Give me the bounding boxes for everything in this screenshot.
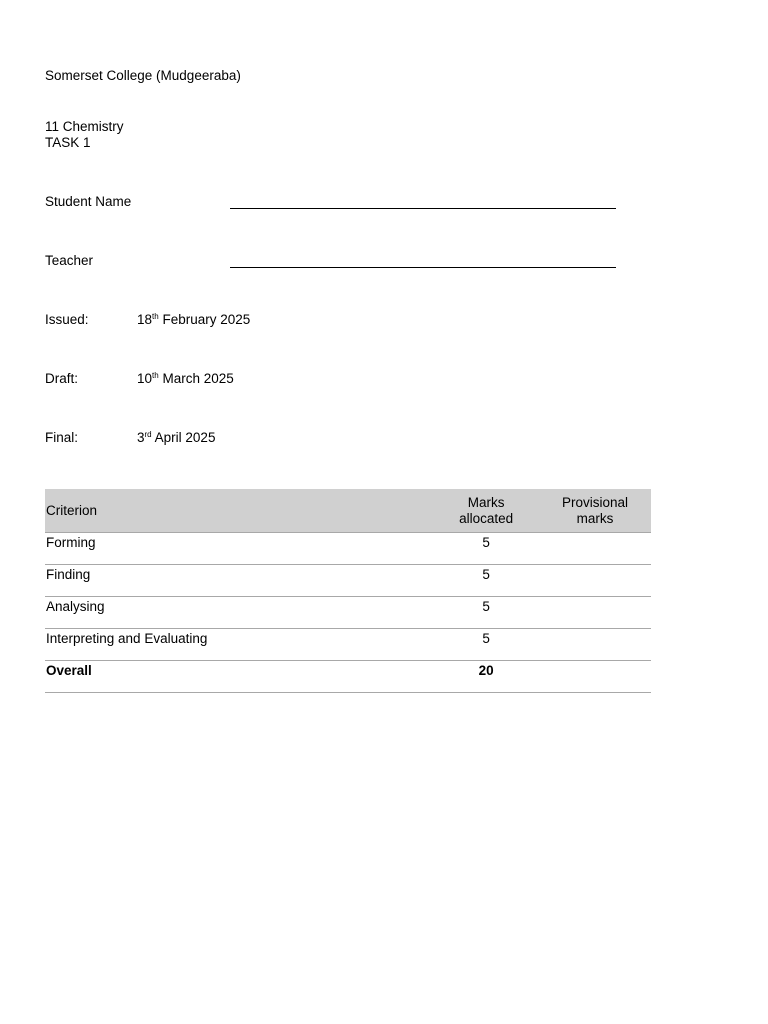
allocated-cell: 5	[433, 565, 539, 597]
table-row	[45, 597, 651, 629]
teacher-line[interactable]	[230, 267, 616, 268]
teacher-label: Teacher	[45, 253, 94, 268]
draft-label: Draft:	[45, 371, 79, 386]
draft-date: 10th March 2025	[137, 371, 234, 386]
school-name: Somerset College (Mudgeeraba)	[45, 68, 241, 83]
allocated-cell: 5	[433, 533, 539, 565]
criterion-cell: Finding	[45, 565, 433, 597]
table-header-row	[45, 489, 651, 533]
overall-label: Overall	[45, 661, 433, 693]
criterion-header: Criterion	[45, 489, 433, 533]
table-row	[45, 565, 651, 597]
criterion-cell: Analysing	[45, 597, 433, 629]
overall-provisional[interactable]	[539, 661, 651, 693]
table-total-row	[45, 661, 651, 693]
student-name-line[interactable]	[230, 208, 616, 209]
allocated-cell: 5	[433, 597, 539, 629]
provisional-cell[interactable]	[539, 597, 651, 629]
table-row	[45, 533, 651, 565]
provisional-cell[interactable]	[539, 533, 651, 565]
final-date: 3rd April 2025	[137, 430, 216, 445]
provisional-cell[interactable]	[539, 629, 651, 661]
student-name-label: Student Name	[45, 194, 132, 209]
provisional-cell[interactable]	[539, 565, 651, 597]
marks-allocated-header: Marks allocated	[433, 489, 539, 533]
issued-label: Issued:	[45, 312, 89, 327]
issued-date: 18th February 2025	[137, 312, 251, 327]
allocated-cell: 5	[433, 629, 539, 661]
task-title: TASK 1	[45, 135, 91, 150]
table-row	[45, 629, 651, 661]
marks-table	[45, 489, 651, 693]
overall-allocated: 20	[433, 661, 539, 693]
criterion-cell: Interpreting and Evaluating	[45, 629, 433, 661]
subject-title: 11 Chemistry	[45, 119, 124, 134]
criterion-cell: Forming	[45, 533, 433, 565]
provisional-marks-header: Provisional marks	[539, 489, 651, 533]
final-label: Final:	[45, 430, 79, 445]
